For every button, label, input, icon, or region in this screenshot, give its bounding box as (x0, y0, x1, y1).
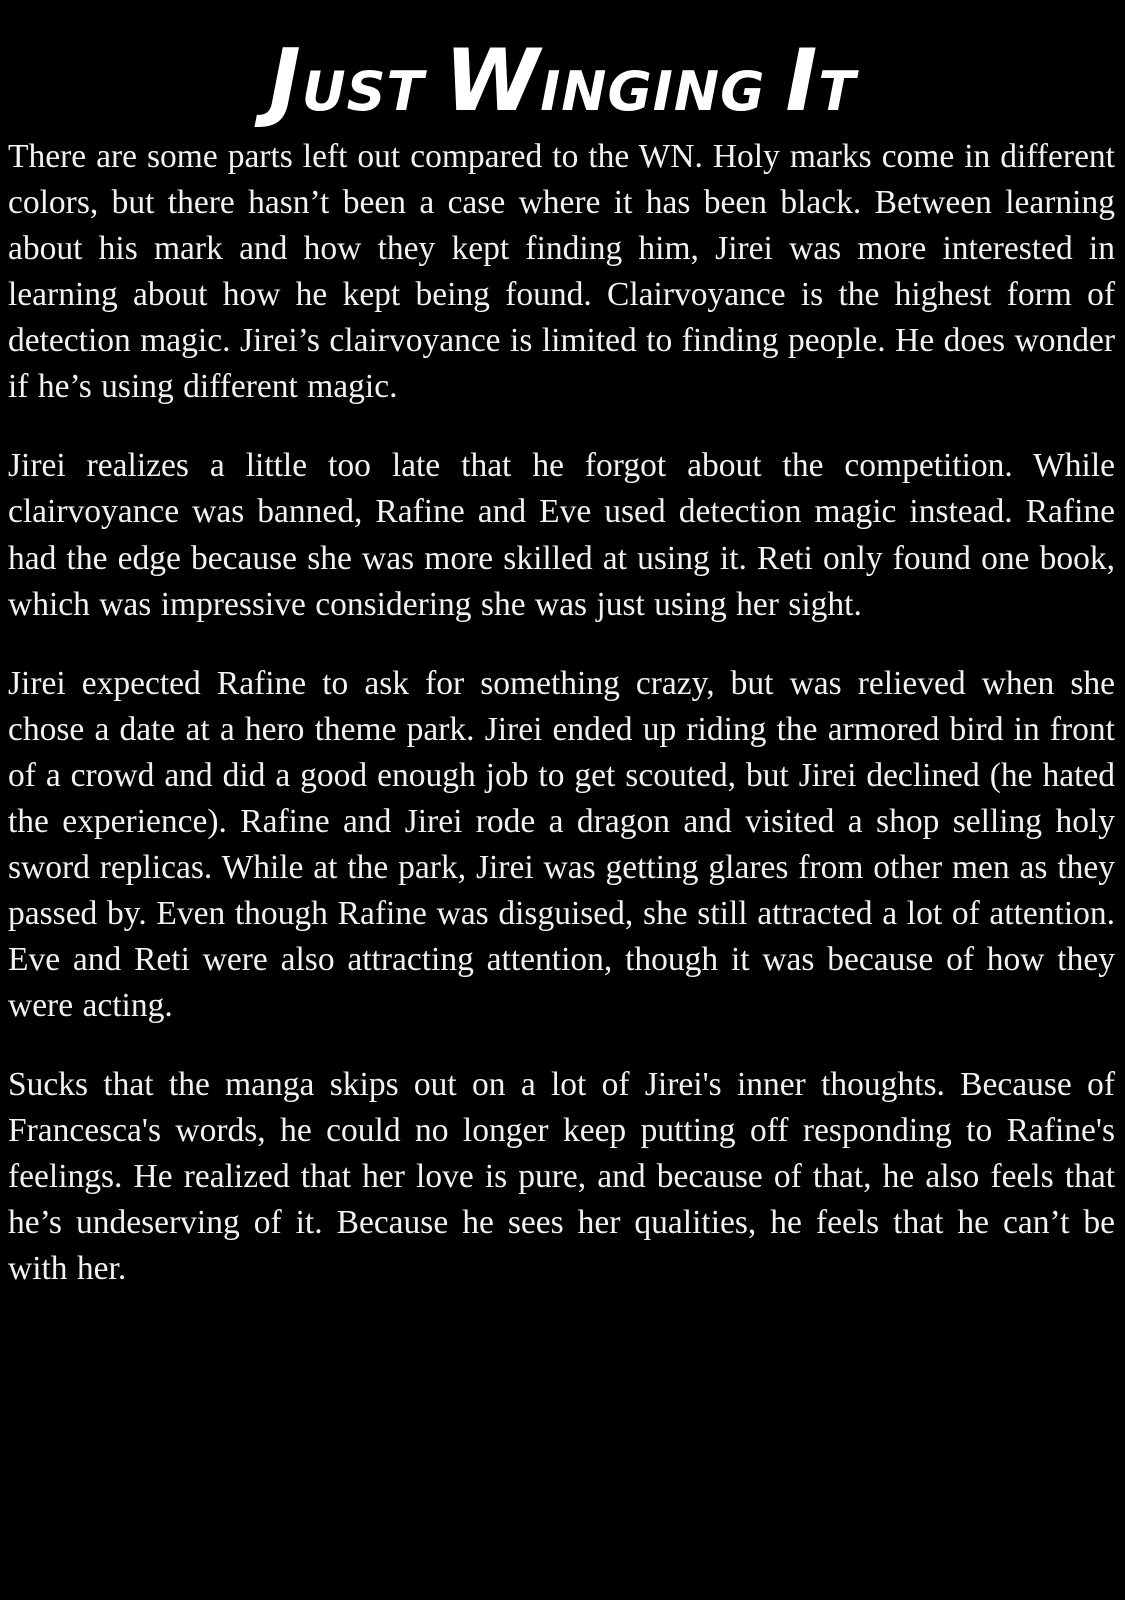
paragraph-2: Jirei realizes a little too late that he forgot about the competition. While clairvoyance was banned, Rafine and Eve used detection magic instead. Rafine had the edge because she was more skilled at using it. Reti only found one book, which was impressive considering she was just using her sight. (8, 447, 1115, 623)
page-title (0, 0, 1125, 134)
paragraph-1: There are some parts left out compared to the WN. Holy marks come in different colors, but there hasn’t been a case where it has been black. Between learning about his mark and how they kept finding him, Jirei was more interested in learning about how he kept being found. Clairvoyance is the highest form of detection magic. Jirei’s clairvoyance is limited to finding people. He does wonder if he’s using different magic. (8, 138, 1115, 406)
title-word-3 (785, 31, 857, 131)
paragraph-4: Sucks that the manga skips out on a lot of Jirei's inner thoughts. Because of Francesca's words, he could no longer keep putting off responding to Rafine's feelings. He realized that her love is pure, and because of that, he also feels that he’s undeserving of it. Because he sees her qualities, he feels that he can’t be with her. (8, 1066, 1115, 1288)
title-initial-w: W (444, 31, 541, 131)
title-word-1 (268, 31, 425, 131)
title-word-2 (444, 31, 766, 131)
title-rest-just: UST (301, 60, 425, 123)
title-rest-winging: INGING (540, 60, 766, 123)
paragraph-3: Jirei expected Rafine to ask for something crazy, but was relieved when she chose a date at a hero theme park. Jirei ended up riding the armored bird in front of a crowd and did a good enough job to get scouted, but Jirei declined (he hated the experience). Rafine and Jirei rode a dragon and visited a shop selling holy sword replicas. While at the park, Jirei was getting glares from other men as they passed by. Even though Rafine was disguised, she still attracted a lot of attention. Eve and Reti were also attracting attention, though it was because of how they were acting. (8, 664, 1115, 1025)
body-text (0, 134, 1125, 1292)
title-rest-it: T (818, 60, 857, 123)
title-initial-j: J (268, 31, 302, 131)
title-initial-i: I (785, 31, 819, 131)
